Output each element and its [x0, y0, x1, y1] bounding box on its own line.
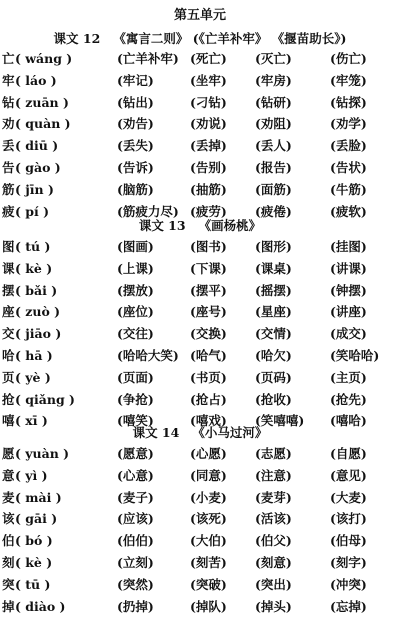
vocab-word: (伤亡): [330, 51, 367, 66]
lesson-number: 课文 13: [138, 218, 186, 233]
vocab-pinyin: ( yì ): [15, 467, 48, 483]
vocab-word: (嘻戏): [190, 413, 227, 429]
vocab-pinyin: ( mài ): [15, 489, 62, 505]
vocab-word: (劝说): [190, 116, 227, 132]
vocab-word: (小麦): [190, 489, 227, 505]
vocab-character: 疲: [2, 203, 15, 219]
vocab-character: 页: [2, 369, 15, 385]
vocab-row: [0, 553, 400, 573]
vocab-word: (钻出): [117, 94, 154, 110]
vocab-word: (伯父): [255, 533, 292, 549]
vocab-word: (成交): [330, 326, 367, 342]
vocab-word: (刁钻): [190, 94, 227, 110]
vocab-word: (该死): [190, 511, 227, 527]
vocab-pinyin: ( bǎi ): [15, 282, 58, 298]
vocab-word: (挂图): [330, 239, 367, 254]
vocab-word: (页码): [255, 369, 292, 385]
vocab-character: 交: [2, 326, 15, 342]
vocab-character: 意: [2, 467, 15, 483]
vocab-word: (哈气): [190, 348, 227, 363]
vocab-word: (突然): [117, 576, 154, 592]
vocab-pinyin: ( zuò ): [15, 304, 61, 320]
vocab-word: (星座): [255, 304, 292, 320]
vocab-word: (笑哈哈): [330, 348, 380, 363]
vocab-word: (志愿): [255, 446, 292, 461]
vocab-pinyin: ( bó ): [15, 533, 53, 549]
unit-title: 第五单元: [173, 8, 226, 23]
vocab-word: (课桌): [255, 260, 292, 276]
vocab-word: (脑筋): [117, 181, 154, 197]
vocab-character: 愿: [2, 446, 15, 461]
lesson-main-title: 《寓言二则》: [113, 31, 189, 46]
vocab-character: 座: [2, 304, 15, 320]
vocab-character: 告: [2, 160, 15, 175]
vocab-pinyin: ( tū ): [15, 576, 51, 592]
vocab-word: (该打): [330, 511, 367, 527]
vocab-word: (劝阻): [255, 116, 292, 132]
vocab-row: [0, 575, 400, 595]
vocab-word: (大伯): [190, 533, 227, 549]
vocab-word: (钻探): [330, 94, 367, 110]
vocab-word: (麦子): [117, 489, 154, 505]
vocab-word: (扔掉): [117, 598, 154, 614]
vocab-pinyin: ( yè ): [15, 369, 51, 385]
vocab-word: (活该): [255, 511, 292, 527]
vocab-character: 筋: [2, 181, 15, 197]
vocab-word: (摇摆): [255, 282, 292, 298]
vocab-word: (牛筋): [330, 181, 367, 197]
vocab-word: (丢掉): [190, 138, 227, 154]
vocab-word: (哈哈大笑): [117, 348, 179, 363]
vocab-word: (座号): [190, 304, 227, 320]
vocab-character: 该: [2, 511, 15, 527]
vocab-row: [0, 466, 400, 486]
lesson-main-title: 《画杨桃》: [198, 218, 262, 233]
vocab-row: [0, 202, 400, 222]
vocab-word: (刻苦): [190, 555, 227, 570]
vocab-character: 图: [2, 239, 15, 254]
vocab-character: 掉: [2, 598, 15, 614]
vocab-word: (主页): [330, 369, 367, 385]
vocab-pinyin: ( tú ): [15, 239, 51, 254]
vocab-character: 刻: [2, 555, 15, 570]
vocab-word: (抢占): [190, 391, 227, 407]
vocab-word: (麦芽): [255, 489, 292, 505]
vocab-pinyin: ( láo ): [15, 72, 57, 88]
vocab-word: (交往): [117, 326, 154, 342]
vocab-word: (嘻笑): [117, 413, 154, 429]
vocab-row: [0, 259, 400, 279]
vocab-character: 课: [2, 260, 15, 276]
lesson-sub-title: (《亡羊补牢》: [192, 31, 268, 46]
vocab-word: (大麦): [330, 489, 367, 505]
vocab-word: (掉头): [255, 598, 292, 614]
vocab-word: (心愿): [190, 446, 227, 461]
vocab-word: (伯伯): [117, 533, 154, 549]
vocab-word: (告诉): [117, 160, 154, 175]
vocab-word: (上课): [117, 260, 154, 276]
vocab-pinyin: ( qiǎng ): [15, 391, 75, 407]
lesson-number: 课文 14: [132, 425, 180, 440]
vocab-pinyin: ( diū ): [15, 138, 59, 154]
vocab-pinyin: ( kè ): [15, 260, 53, 276]
vocab-word: (筋疲力尽): [117, 203, 179, 219]
vocab-word: (掉队): [190, 598, 227, 614]
vocab-pinyin: ( gāi ): [15, 511, 58, 527]
vocab-word: (座位): [117, 304, 154, 320]
vocab-word: (丢脸): [330, 138, 367, 154]
vocab-word: (图书): [190, 239, 227, 254]
vocab-row: [0, 114, 400, 134]
vocab-row: [0, 281, 400, 301]
vocab-word: (死亡): [190, 51, 227, 66]
vocab-row: [0, 488, 400, 508]
vocab-word: (抢收): [255, 391, 292, 407]
vocab-word: (忘掉): [330, 598, 367, 614]
vocab-word: (抢先): [330, 391, 367, 407]
vocab-word: (牢笼): [330, 72, 367, 88]
vocab-pinyin: ( gào ): [15, 160, 61, 175]
vocab-word: (告状): [330, 160, 367, 175]
vocab-character: 摆: [2, 282, 15, 298]
vocab-word: (摆平): [190, 282, 227, 298]
vocab-character: 嘻: [2, 413, 15, 429]
vocab-word: (牢记): [117, 72, 154, 88]
vocab-word: (突破): [190, 576, 227, 592]
vocab-word: (突出): [255, 576, 292, 592]
vocab-character: 麦: [2, 489, 15, 505]
vocab-row: [0, 444, 400, 464]
lesson-main-title: 《小马过河》: [192, 425, 268, 440]
vocab-word: (愿意): [117, 446, 154, 461]
vocab-row: [0, 93, 400, 113]
lesson-number: 课文 12: [53, 31, 101, 46]
vocab-pinyin: ( quàn ): [15, 116, 71, 132]
vocab-word: (摆放): [117, 282, 154, 298]
vocab-pinyin: ( diào ): [15, 598, 66, 614]
vocab-row: [0, 237, 400, 257]
vocab-word: (告别): [190, 160, 227, 175]
vocab-row: [0, 71, 400, 91]
vocab-row: [0, 368, 400, 388]
vocab-word: (立刻): [117, 555, 154, 570]
vocab-word: (丢人): [255, 138, 292, 154]
vocab-character: 丢: [2, 138, 15, 154]
vocab-word: (书页): [190, 369, 227, 385]
vocab-row: [0, 411, 400, 431]
vocab-character: 伯: [2, 533, 15, 549]
vocab-character: 突: [2, 576, 15, 592]
vocab-word: (图形): [255, 239, 292, 254]
vocab-word: (讲座): [330, 304, 367, 320]
vocab-row: [0, 302, 400, 322]
vocab-word: (同意): [190, 467, 227, 483]
vocab-word: (嘻哈): [330, 413, 367, 429]
vocab-row: [0, 158, 400, 178]
vocab-row: [0, 324, 400, 344]
vocab-pinyin: ( zuān ): [15, 94, 69, 110]
vocab-word: (劝告): [117, 116, 154, 132]
vocab-row: [0, 136, 400, 156]
vocab-word: (页面): [117, 369, 154, 385]
vocab-pinyin: ( jiāo ): [15, 326, 62, 342]
vocab-word: (报告): [255, 160, 292, 175]
vocab-pinyin: ( xī ): [15, 413, 48, 429]
vocab-word: (丢失): [117, 138, 154, 154]
lesson-12-title: [0, 29, 400, 47]
vocab-word: (应该): [117, 511, 154, 527]
vocab-word: (争抢): [117, 391, 154, 407]
vocab-word: (疲劳): [190, 203, 227, 219]
vocab-character: 哈: [2, 348, 15, 363]
vocab-word: (钻研): [255, 94, 292, 110]
vocab-word: (疲软): [330, 203, 367, 219]
vocab-word: (疲倦): [255, 203, 292, 219]
vocab-word: (哈欠): [255, 348, 292, 363]
vocab-word: (牢房): [255, 72, 292, 88]
vocab-character: 亡: [2, 51, 15, 66]
vocab-pinyin: ( hā ): [15, 348, 53, 363]
vocab-row: [0, 509, 400, 529]
vocab-word: (伯母): [330, 533, 367, 549]
vocab-word: (劝学): [330, 116, 367, 132]
vocab-row: [0, 390, 400, 410]
vocab-word: (刻字): [330, 555, 367, 570]
vocab-row: [0, 49, 400, 69]
vocab-word: (抽筋): [190, 181, 227, 197]
vocab-word: (自愿): [330, 446, 367, 461]
vocab-word: (图画): [117, 239, 154, 254]
vocab-character: 抢: [2, 391, 15, 407]
vocab-row: [0, 346, 400, 366]
vocab-pinyin: ( wáng ): [15, 51, 73, 66]
vocab-word: (冲突): [330, 576, 367, 592]
vocab-word: (坐牢): [190, 72, 227, 88]
lesson-sub-title: 《揠苗助长》): [271, 31, 347, 46]
vocab-row: [0, 531, 400, 551]
vocab-word: (交换): [190, 326, 227, 342]
vocab-word: (灭亡): [255, 51, 292, 66]
vocab-word: (钟摆): [330, 282, 367, 298]
vocab-word: (下课): [190, 260, 227, 276]
vocab-word: (面筋): [255, 181, 292, 197]
vocab-character: 牢: [2, 72, 15, 88]
vocab-word: (讲课): [330, 260, 367, 276]
vocab-word: (交情): [255, 326, 292, 342]
vocab-word: (意见): [330, 467, 367, 483]
vocab-pinyin: ( yuàn ): [15, 446, 70, 461]
vocab-word: (亡羊补牢): [117, 51, 179, 66]
vocab-word: (心意): [117, 467, 154, 483]
vocab-word: (刻意): [255, 555, 292, 570]
vocab-character: 劝: [2, 116, 15, 132]
vocab-word: (注意): [255, 467, 292, 483]
vocab-row: [0, 180, 400, 200]
vocab-pinyin: ( pí ): [15, 203, 50, 219]
vocab-pinyin: ( kè ): [15, 555, 53, 570]
vocab-character: 钻: [2, 94, 15, 110]
vocab-pinyin: ( jīn ): [15, 181, 54, 197]
vocab-word: (笑嘻嘻): [255, 413, 305, 429]
